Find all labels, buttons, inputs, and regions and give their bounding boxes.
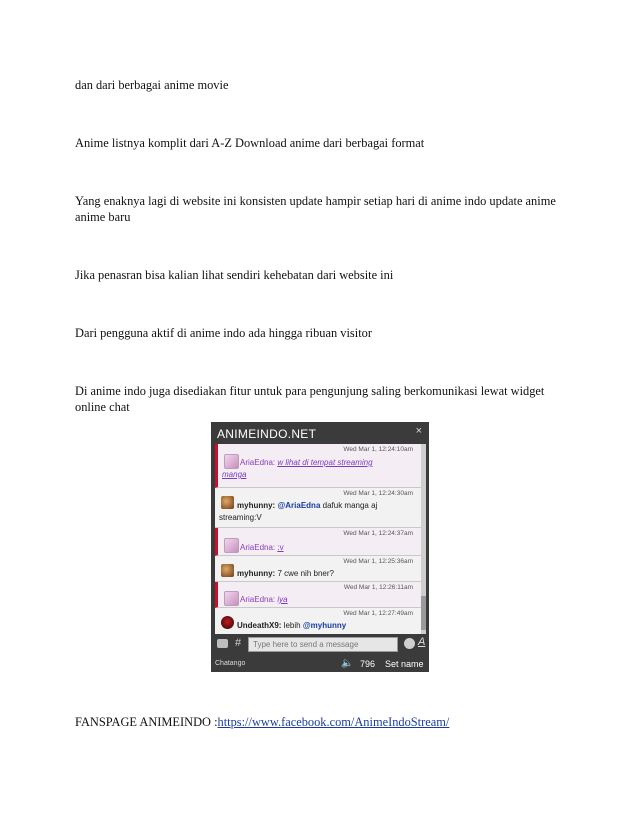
message-body: w lihat di tempat streaming	[277, 458, 373, 467]
hashtag-icon[interactable]: #	[235, 637, 242, 649]
message-text	[237, 501, 377, 511]
chat-message	[215, 608, 421, 634]
chat-scrollbar[interactable]	[421, 444, 426, 634]
message-username[interactable]: AriaEdna:	[240, 458, 276, 467]
avatar	[221, 564, 234, 577]
avatar	[224, 454, 239, 469]
fanspage-link[interactable]: https://www.facebook.com/AnimeIndoStream/	[217, 715, 450, 729]
set-name-button[interactable]: Set name	[385, 659, 424, 669]
message-mention[interactable]: @AriaEdna	[277, 501, 321, 510]
message-text-cont	[219, 513, 262, 523]
message-username[interactable]: myhunny:	[237, 569, 276, 578]
message-mention[interactable]: @myhunny	[302, 621, 347, 630]
chat-title: ANIMEINDO.NET	[217, 427, 317, 441]
chatango-logo[interactable]: Chatango	[215, 660, 246, 667]
paragraph-5: Dari pengguna aktif di anime indo ada hingga ribuan visitor	[75, 326, 372, 340]
message-body: 7 cwe nih bner?	[277, 569, 334, 578]
message-body: iya	[277, 595, 288, 604]
message-text	[237, 569, 334, 579]
chat-message	[215, 528, 421, 556]
chat-widget	[211, 422, 429, 672]
message-body-cont: streaming:V	[219, 513, 262, 522]
paragraph-4: Jika penasran bisa kalian lihat sendiri kehebatan dari website ini	[75, 268, 394, 282]
message-input[interactable]: Type here to send a message	[248, 637, 398, 652]
paragraph-2: Anime listnya komplit dari A-Z Download anime dari berbagai format	[75, 136, 425, 150]
emoji-icon[interactable]	[404, 638, 415, 649]
speaker-icon[interactable]: 🔈	[341, 658, 354, 669]
chat-message	[215, 488, 421, 528]
user-count[interactable]: 796	[360, 659, 376, 669]
message-timestamp: Wed Mar 1, 12:24:10am	[343, 446, 413, 453]
fanspage-label: FANSPAGE ANIMEINDO :	[75, 715, 218, 729]
avatar	[224, 591, 239, 606]
message-username[interactable]: myhunny:	[237, 501, 276, 510]
message-username[interactable]: AriaEdna:	[240, 595, 276, 604]
message-text	[237, 621, 346, 631]
paragraph-6: Di anime indo juga disediakan fitur untuk para pengunjung saling berkomunikasi lewat widget online chat	[75, 384, 545, 414]
format-text-icon[interactable]: A	[418, 636, 426, 648]
paragraph-1: dan dari berbagai anime movie	[75, 78, 229, 92]
message-timestamp: Wed Mar 1, 12:24:30am	[343, 490, 413, 497]
message-body: :v	[277, 543, 284, 552]
message-text-cont	[222, 470, 246, 480]
message-timestamp: Wed Mar 1, 12:25:36am	[343, 558, 413, 565]
message-text	[240, 458, 373, 468]
avatar	[224, 538, 239, 553]
message-body-cont: manga	[222, 470, 247, 479]
avatar	[221, 616, 234, 629]
chat-message	[215, 444, 421, 488]
close-icon[interactable]: ×	[415, 425, 422, 437]
message-text	[240, 595, 288, 605]
chat-message	[215, 582, 421, 608]
message-body: lebih	[283, 621, 301, 630]
chat-message	[215, 556, 421, 582]
message-username[interactable]: UndeathX9:	[237, 621, 282, 630]
chat-input-bar	[215, 636, 425, 654]
message-timestamp: Wed Mar 1, 12:24:37am	[343, 530, 413, 537]
fanspage-line	[75, 714, 565, 730]
chat-messages	[215, 444, 421, 634]
message-timestamp: Wed Mar 1, 12:26:11am	[343, 584, 413, 591]
scrollbar-thumb[interactable]	[421, 596, 426, 630]
paragraph-3: Yang enaknya lagi di website ini konsisten update hampir setiap hari di anime indo update anime anime baru	[75, 194, 556, 224]
message-body: dafuk manga aj	[322, 501, 378, 510]
message-timestamp: Wed Mar 1, 12:27:49am	[343, 610, 413, 617]
message-username[interactable]: AriaEdna:	[240, 543, 276, 552]
avatar	[221, 496, 234, 509]
message-text	[240, 543, 284, 553]
camera-icon[interactable]	[217, 639, 228, 648]
chat-footer	[211, 656, 429, 672]
